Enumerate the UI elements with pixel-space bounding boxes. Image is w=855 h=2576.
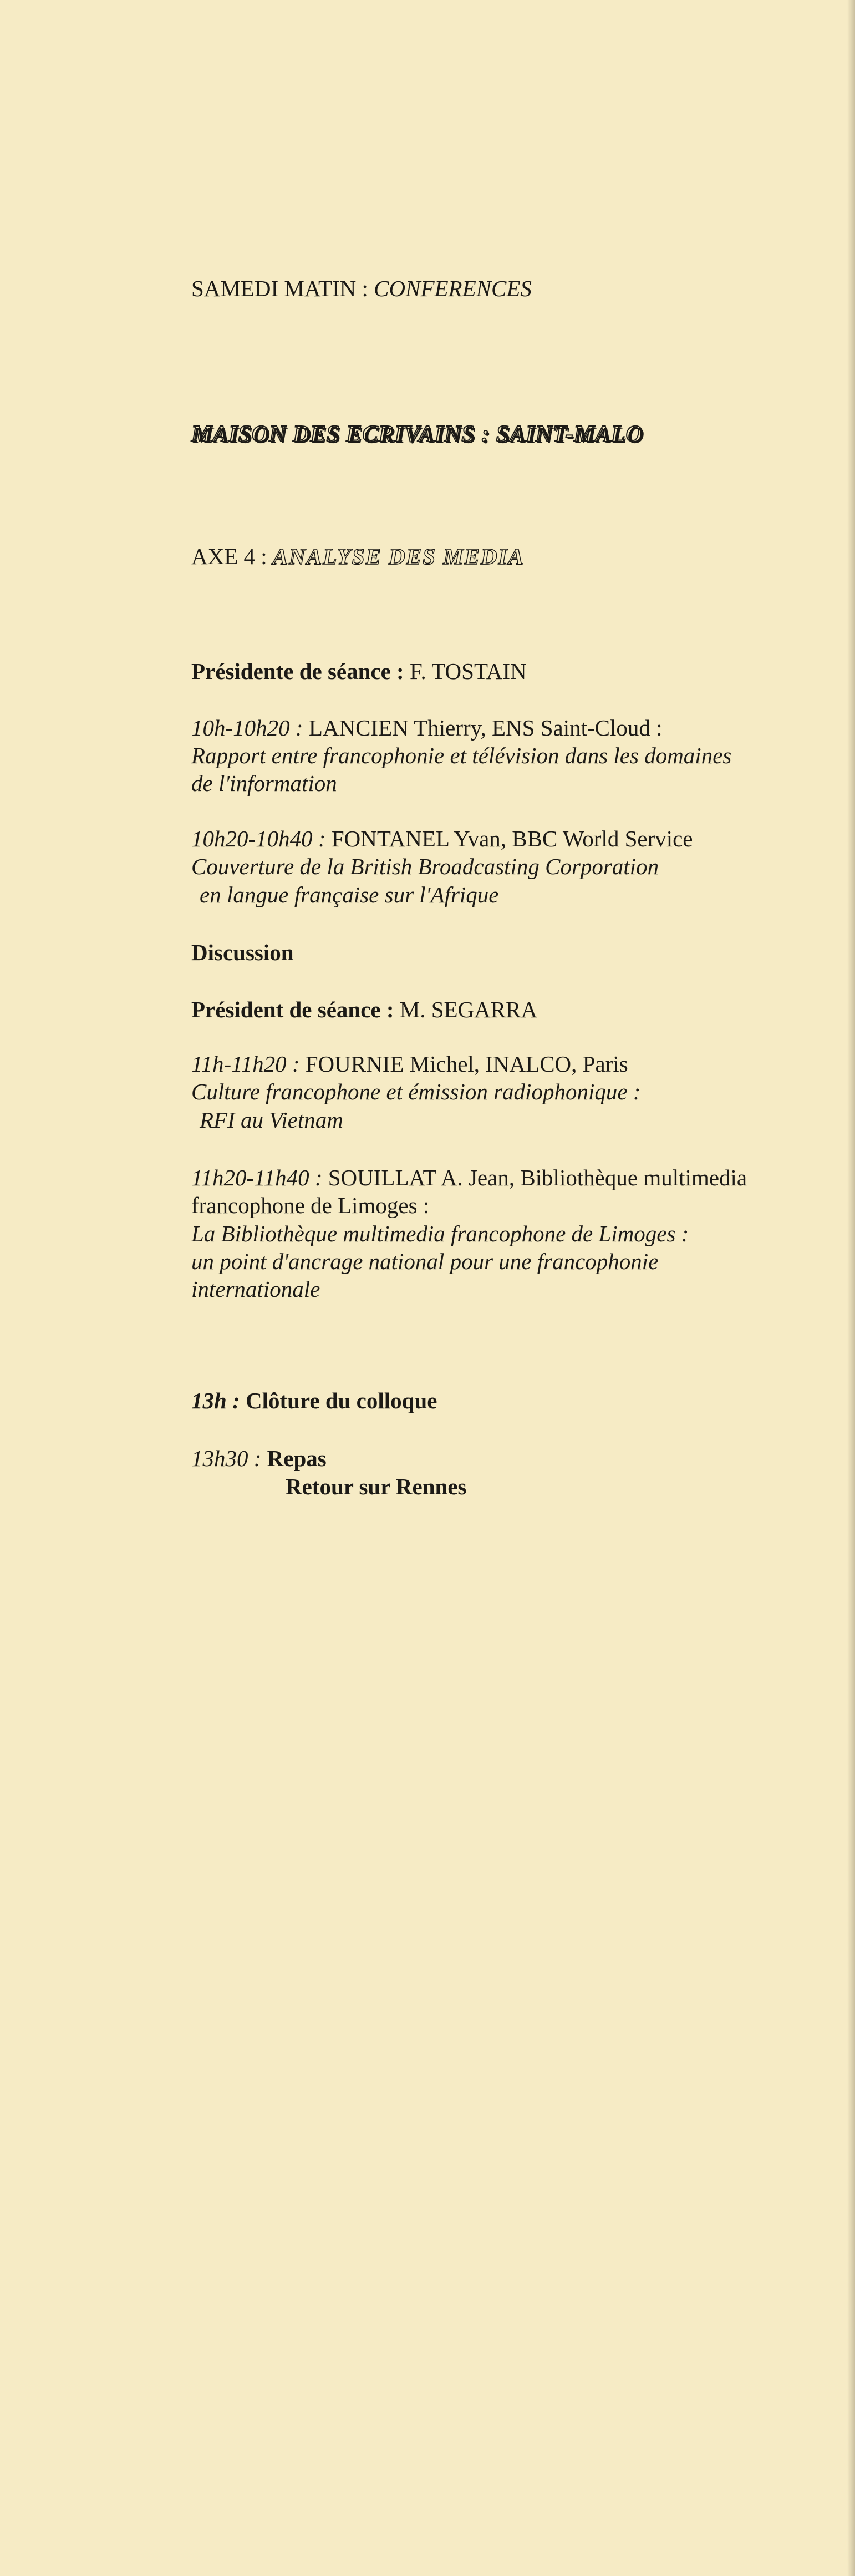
talk-1-speaker: 10h-10h20 : LANCIEN Thierry, ENS Saint-Cloud :	[191, 715, 663, 741]
venue-heading: MAISON DES ECRIVAINS : SAINT-MALO	[191, 422, 643, 447]
talk-4-title-line-1: La Bibliothèque multimedia francophone de Limoges :	[191, 1221, 689, 1246]
page-edge-shadow	[847, 0, 855, 2576]
axis-heading: AXE 4 : ANALYSE DES MEDIA	[191, 544, 525, 569]
talk-3-speaker: 11h-11h20 : FOURNIE Michel, INALCO, Paris	[191, 1051, 628, 1077]
talk-3-title-line-1: Culture francophone et émission radiophonique :	[191, 1079, 641, 1104]
talk-1-title-line-1: Rapport entre francophonie et télévision dans les domaines	[191, 743, 732, 768]
talk-4-title-line-2: un point d'ancrage national pour une francophonie	[191, 1249, 659, 1274]
talk-1-title-line-2: de l'information	[191, 770, 337, 796]
talk-4-speaker-line-2: francophone de Limoges :	[191, 1193, 430, 1218]
talk-2-title-line-2: en langue française sur l'Afrique	[200, 882, 499, 907]
talk-4-speaker: 11h20-11h40 : SOUILLAT A. Jean, Bibliothèque multimedia	[191, 1165, 747, 1190]
chair-2: Président de séance : M. SEGARRA	[191, 997, 538, 1022]
closing: 13h : Clôture du colloque	[191, 1388, 437, 1413]
talk-4-title-line-3: internationale	[191, 1276, 320, 1302]
discussion-label: Discussion	[191, 940, 294, 965]
talk-3-title-line-2: RFI au Vietnam	[200, 1107, 343, 1133]
talk-2-speaker: 10h20-10h40 : FONTANEL Yvan, BBC World Service	[191, 826, 693, 851]
return-line: Retour sur Rennes	[286, 1474, 467, 1499]
meal-line: 13h30 : Repas	[191, 1446, 327, 1471]
talk-2-title-line-1: Couverture de la British Broadcasting Corporation	[191, 854, 659, 879]
session-heading: SAMEDI MATIN : CONFERENCES	[191, 276, 532, 301]
chair-1: Présidente de séance : F. TOSTAIN	[191, 658, 527, 684]
